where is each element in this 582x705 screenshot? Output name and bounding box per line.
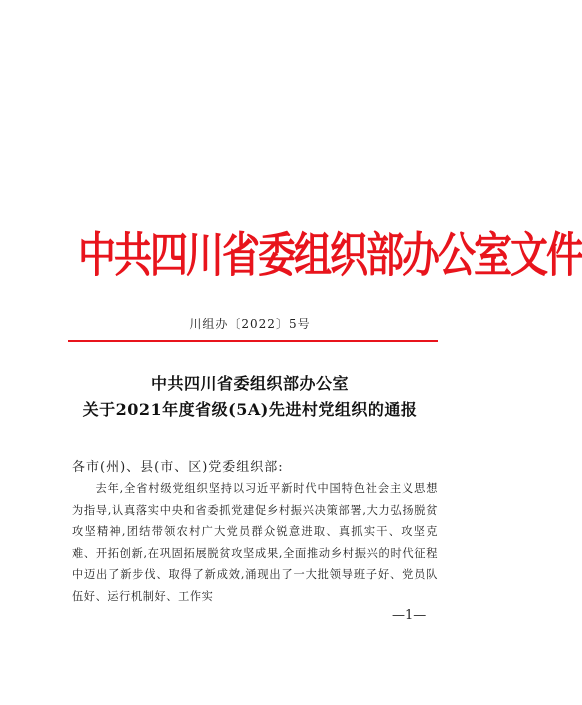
- document-header-title: 中共四川省委组织部办公室文件: [78, 227, 582, 283]
- notice-heading-line-2: 关于2021年度省级(5A)先进村党组织的通报: [82, 400, 418, 419]
- notice-heading-line-1: 中共四川省委组织部办公室: [150, 374, 349, 393]
- body-paragraph: 去年,全省村级党组织坚持以习近平新时代中国特色社会主义思想为指导,认真落实中央和省委抓党建促乡村振兴决策部署,大力弘扬脱贫攻坚精神,团结带领农村广大党员群众锐意进取、真抓实干、攻坚克难、开拓创新,在巩固拓展脱贫攻坚成果,全面推动乡村振兴的时代征程中迈出了新步伐、取得了新成效,涌现出了一大批领导班子好、党员队伍好、运行机制好、工作实: [72, 482, 438, 603]
- document-number: 川组办〔2022〕5号: [189, 317, 311, 331]
- red-divider-line: [68, 340, 438, 342]
- page-number: —1—: [392, 608, 427, 623]
- salutation: 各市(州)、县(市、区)党委组织部:: [72, 460, 284, 475]
